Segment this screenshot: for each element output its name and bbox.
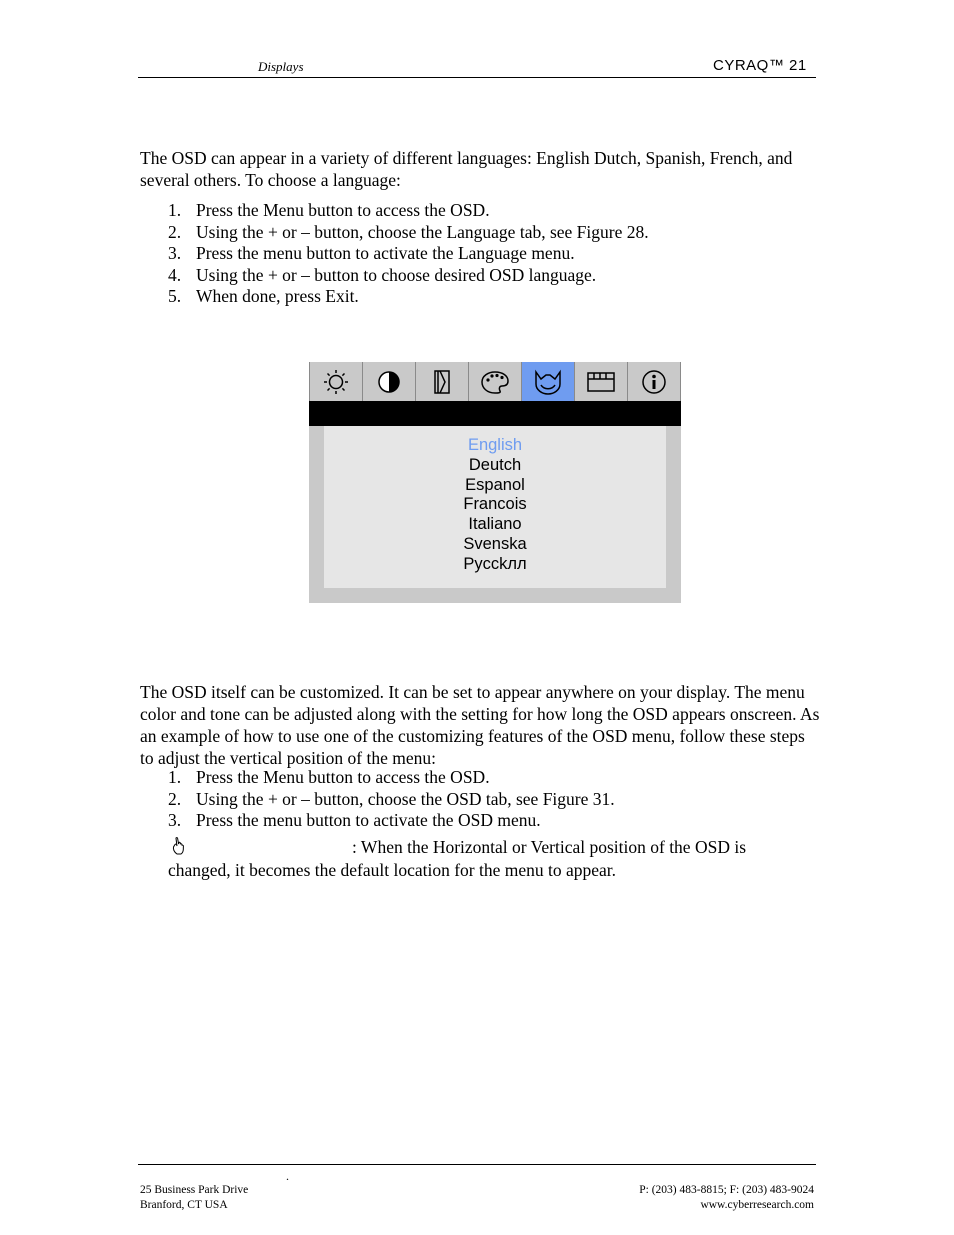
osd-tab-geometry <box>416 362 469 401</box>
step-number: 2. <box>168 221 182 242</box>
osd-language-option: Francois <box>463 495 527 514</box>
osd-language-option: Svenska <box>463 534 527 553</box>
osd-tab-osd <box>575 362 628 401</box>
osd-tab-contrast <box>363 362 416 401</box>
osd-language-option: Espanol <box>465 475 525 494</box>
step-item <box>168 789 615 811</box>
osd-language-list <box>324 436 666 575</box>
step-text: Using the + or – button, choose the Language tab, see Figure 28. <box>196 221 649 242</box>
step-text: When done, press Exit. <box>196 286 359 307</box>
step-item <box>168 767 615 789</box>
step-number: 1. <box>168 767 182 787</box>
note-line-2: changed, it becomes the default location for the menu to appear. <box>168 860 617 880</box>
step-text: Press the Menu button to access the OSD. <box>196 200 490 220</box>
step-number: 3. <box>168 810 182 831</box>
osd-steps-list <box>168 767 615 832</box>
footer-address-line-2: Branford, CT USA <box>140 1199 228 1211</box>
osd-language-option: Italiano <box>468 515 522 534</box>
osd-intro-paragraph: The OSD itself can be customized. It can be set to appear anywhere on your display. The menu color and tone can be adjusted along with the setting for how long the OSD appears onscreen. As an example of how to use one of the customizing features of the OSD menu, follow these steps to adjust the vertical position of the menu: <box>140 682 820 768</box>
header-product-name: CYRAQ™ 21 <box>713 57 807 74</box>
step-text: Using the + or – button, choose the OSD tab, see Figure 31. <box>196 788 615 809</box>
footer-address <box>140 1183 248 1213</box>
osd-language-panel <box>324 426 666 588</box>
step-item <box>168 265 649 287</box>
step-item <box>168 243 649 265</box>
osd-language-option: Deutch <box>468 455 522 474</box>
osd-window-icon <box>585 368 617 396</box>
osd-tab-color <box>469 362 522 401</box>
step-number: 5. <box>168 286 182 307</box>
osd-tab-info <box>628 362 681 401</box>
header-rule <box>138 77 816 78</box>
step-text: Press the menu button to activate the Language menu. <box>196 243 575 264</box>
footer-website[interactable]: www.cyberresearch.com <box>700 1199 814 1211</box>
osd-tab-language <box>522 362 575 401</box>
language-face-icon <box>532 368 564 396</box>
step-item <box>168 286 649 308</box>
step-item <box>168 200 649 222</box>
footer-contact <box>560 1183 814 1213</box>
note-line-1: : When the Horizontal or Vertical position of the OSD is <box>352 837 747 857</box>
osd-tab-brightness <box>309 362 363 401</box>
header-section-title: Displays <box>258 59 304 74</box>
language-intro-paragraph: The OSD can appear in a variety of different languages: English Dutch, Spanish, French, and several others. To choose a language: <box>140 148 793 190</box>
color-palette-icon <box>479 368 511 396</box>
osd-position-note <box>168 836 818 882</box>
osd-language-option: English <box>467 436 523 454</box>
osd-title-bar <box>309 401 681 426</box>
language-steps-list <box>168 200 649 308</box>
step-text: Press the menu button to activate the OSD menu. <box>196 810 541 831</box>
step-text: Press the Menu button to access the OSD. <box>196 767 490 787</box>
footer-address-line-1: 25 Business Park Drive <box>140 1184 249 1196</box>
contrast-half-circle-icon <box>373 368 405 396</box>
step-item <box>168 810 615 832</box>
brightness-sun-icon <box>320 368 352 396</box>
footer-dot: . <box>286 1169 289 1183</box>
footer-phone: P: (203) 483-8815; F: (203) 483-9024 <box>639 1184 814 1196</box>
step-item <box>168 222 649 244</box>
step-number: 3. <box>168 243 182 264</box>
info-icon <box>638 368 670 396</box>
osd-language-option: Pycckлл <box>463 554 527 573</box>
geometry-icon <box>426 368 458 396</box>
step-number: 4. <box>168 264 182 285</box>
footer-rule <box>138 1164 816 1165</box>
step-number: 1. <box>168 200 182 220</box>
step-number: 2. <box>168 788 182 809</box>
step-text: Using the + or – button to choose desired OSD language. <box>196 264 597 285</box>
osd-language-menu-figure <box>309 362 681 603</box>
osd-tab-bar <box>309 362 681 401</box>
